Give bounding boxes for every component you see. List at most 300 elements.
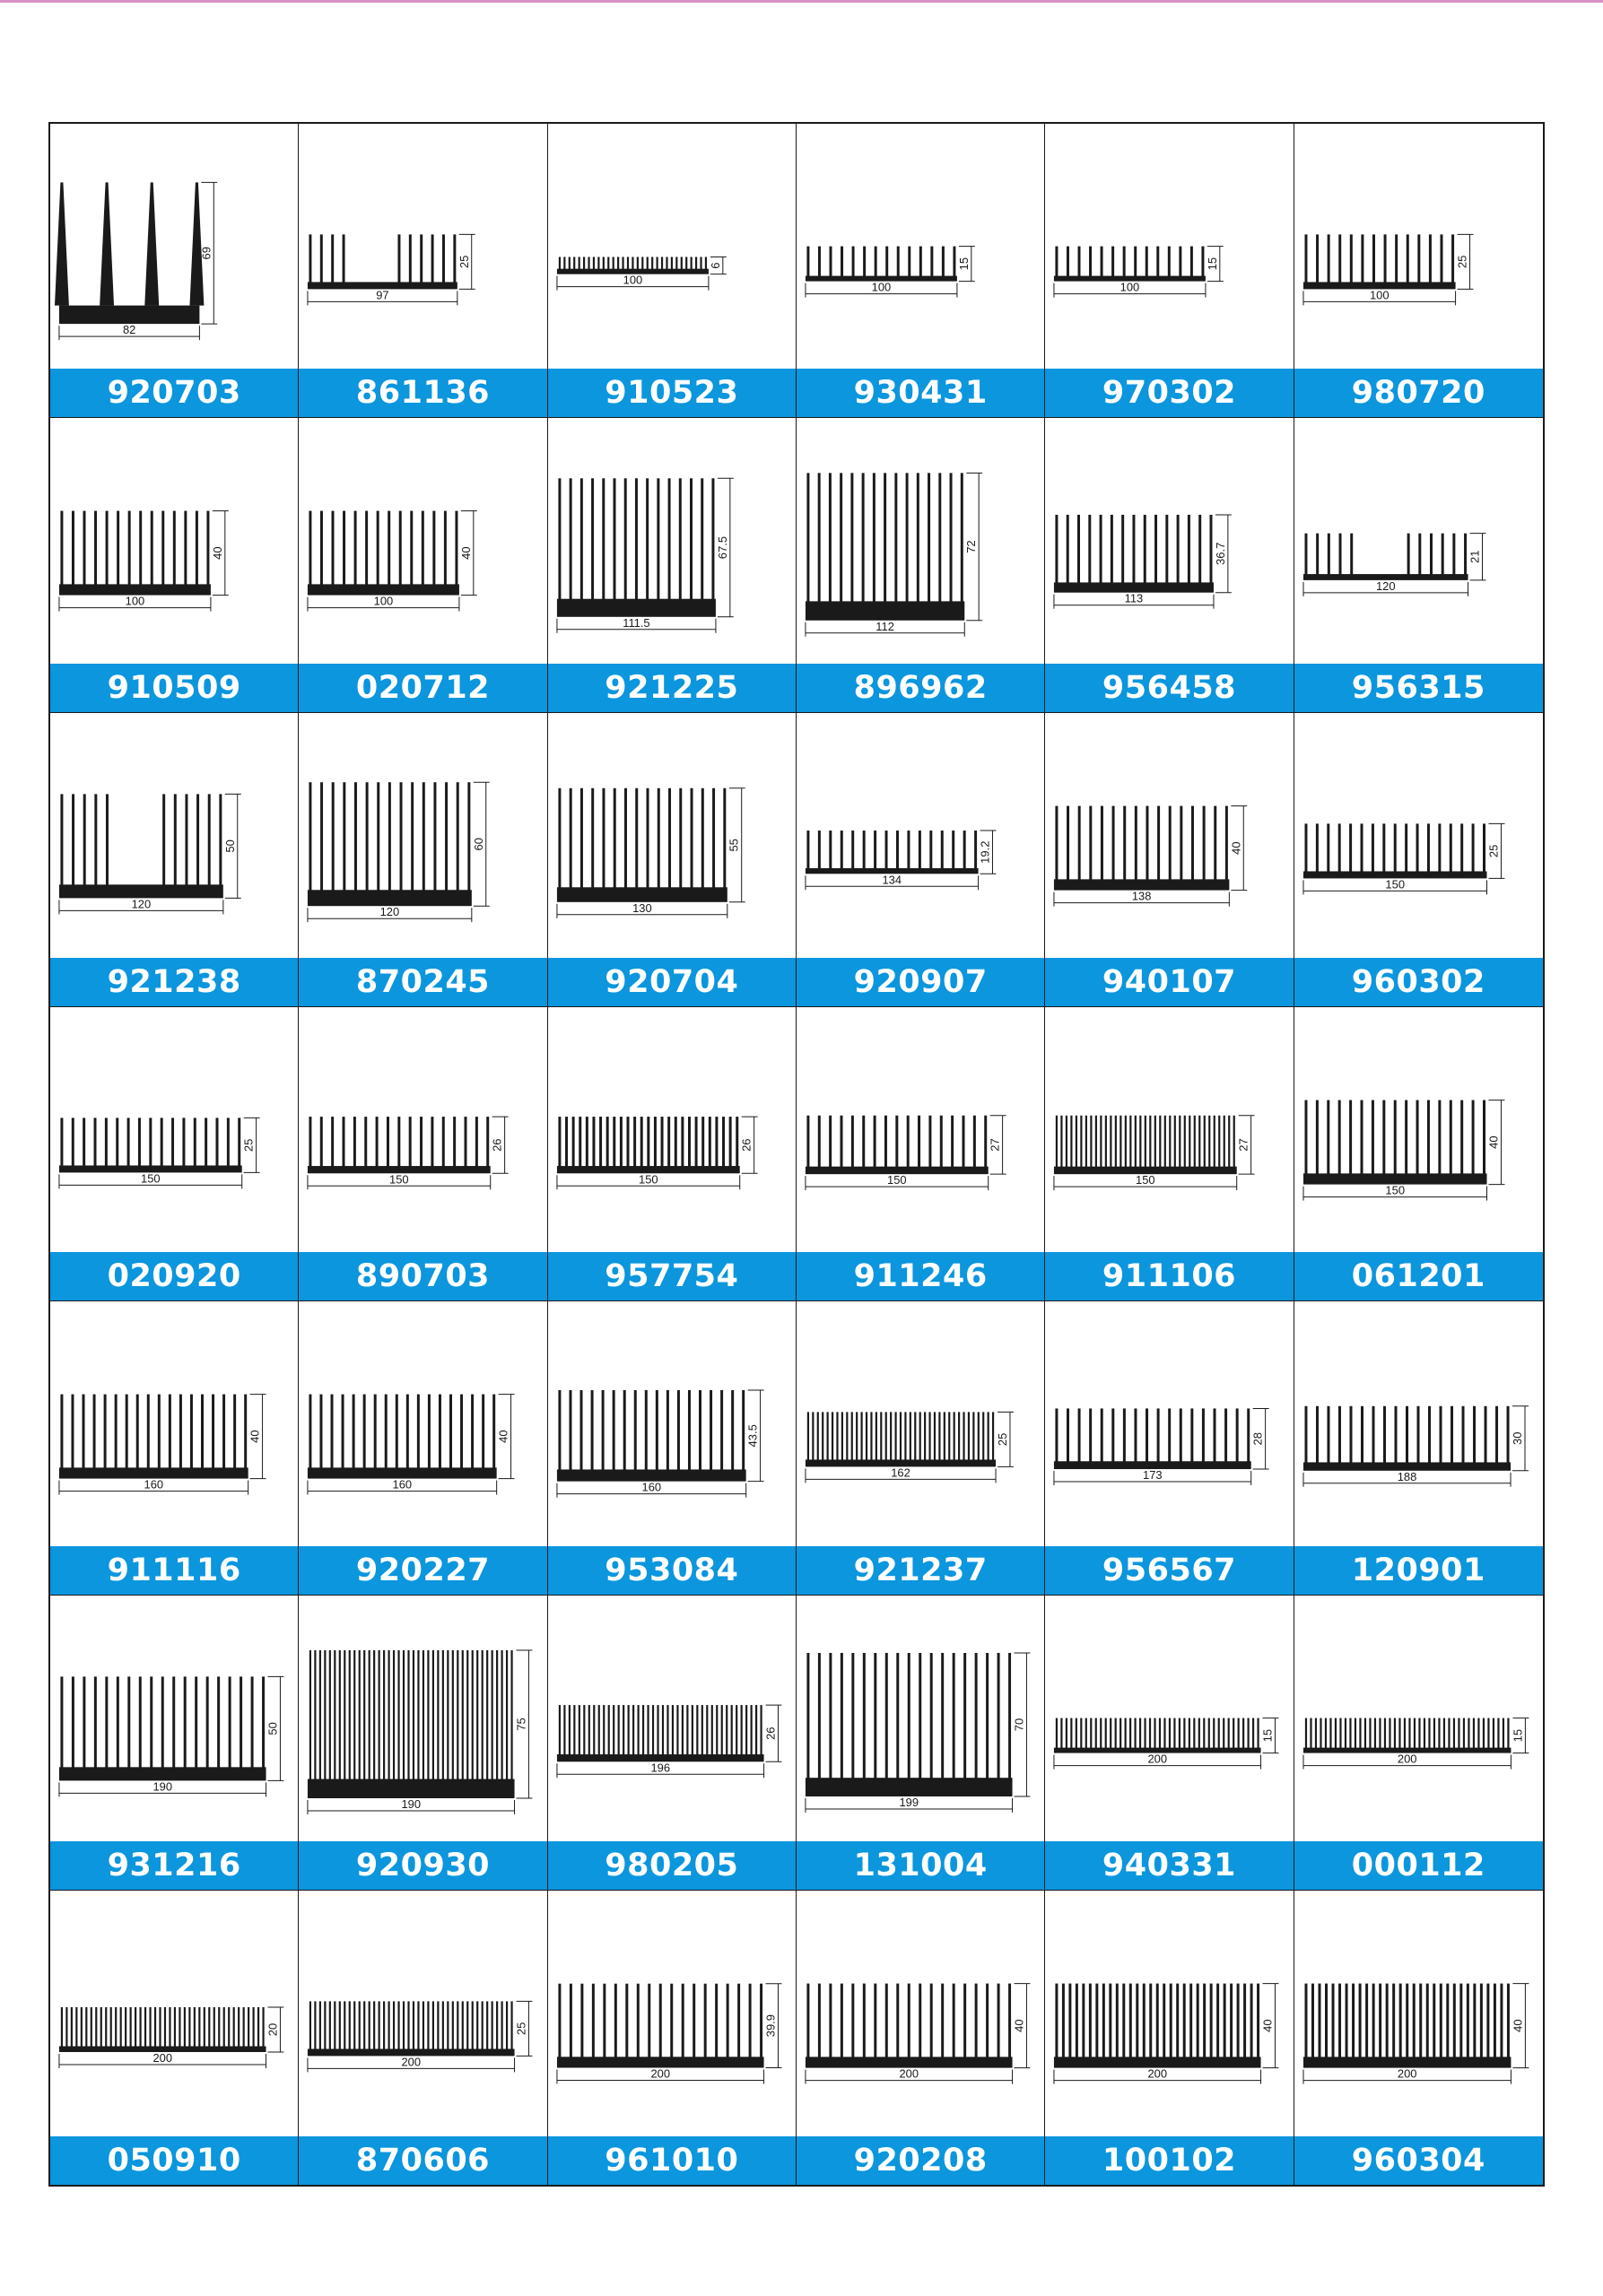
height-dimension-label: 75: [514, 1718, 528, 1732]
profile-fin: [602, 479, 605, 600]
profile-fin: [1440, 234, 1442, 283]
profile-code: 920208: [797, 2136, 1044, 2185]
profile-fin: [863, 831, 866, 869]
profile-fin: [701, 1706, 702, 1756]
profile-code: 953084: [548, 1546, 796, 1595]
profile-fin: [325, 1650, 327, 1780]
profile-fin: [755, 1706, 757, 1756]
profile-fin: [444, 511, 447, 586]
profile-fin: [482, 1650, 484, 1780]
profile-fin: [930, 1983, 933, 2057]
profile-fin: [666, 1390, 669, 1470]
profile-fin: [60, 1395, 63, 1469]
profile-fin: [72, 1677, 74, 1769]
profile-fin: [1427, 1100, 1430, 1174]
profile-fin: [723, 787, 726, 887]
profile-fin: [982, 1413, 984, 1461]
profile-fin: [344, 1650, 346, 1780]
profile-fin: [1184, 1718, 1186, 1749]
heatsink-profile-grid: [48, 122, 1545, 2187]
profile-fin: [1150, 1983, 1153, 2057]
profile-fin: [228, 2007, 230, 2048]
profile-fin: [71, 2007, 73, 2048]
profile-fin: [184, 1677, 187, 1769]
profile-card: [1045, 1301, 1294, 1596]
profile-fin: [149, 1118, 152, 1166]
height-dimension-label: 28: [1251, 1432, 1265, 1446]
profile-fin: [1198, 1718, 1200, 1749]
profile-card: [1045, 124, 1294, 418]
profile-fin: [1177, 1983, 1180, 2057]
profile-fin: [196, 511, 198, 586]
profile-fin: [938, 474, 941, 603]
profile-fin: [690, 787, 693, 887]
width-dimension-label: 150: [389, 1172, 409, 1187]
profile-fin: [827, 1413, 829, 1461]
profile-fin: [907, 831, 910, 869]
profile-fin: [487, 1117, 490, 1167]
profile-fin: [116, 1118, 118, 1166]
profile-fin: [829, 474, 832, 603]
height-dimension-label: 67.5: [715, 536, 729, 560]
profile-fin: [1349, 1406, 1352, 1464]
height-dimension-label: 30: [1510, 1431, 1524, 1446]
profile-fin: [309, 1117, 312, 1167]
profile-fin: [343, 234, 345, 283]
profile-fin: [657, 787, 659, 887]
profile-fin: [1216, 1983, 1219, 2057]
profile-fin: [558, 1117, 561, 1167]
profile-fin: [482, 1395, 484, 1469]
profile-base: [59, 884, 223, 898]
profile-fin: [696, 1706, 698, 1756]
profile-fin: [120, 2007, 122, 2048]
profile-fin: [701, 787, 703, 887]
profile-fin: [563, 257, 565, 269]
profile-fin: [896, 1653, 899, 1779]
profile-fin: [354, 511, 357, 586]
width-dimension-label: 138: [1132, 889, 1152, 903]
profile-fin: [603, 1983, 605, 2057]
profile-fin: [841, 1983, 843, 2057]
profile-fin: [1439, 1406, 1442, 1464]
profile-fin: [492, 1650, 493, 1780]
profile-fin: [633, 1117, 636, 1167]
profile-fin: [262, 2007, 264, 2048]
profile-fin: [1406, 1983, 1408, 2057]
profile-fin: [60, 511, 63, 586]
profile-fin: [418, 1650, 420, 1780]
profile-fin: [1327, 1100, 1329, 1174]
profile-fin: [309, 782, 312, 891]
profile-fin: [563, 1706, 565, 1756]
profile-fin: [1325, 1983, 1328, 2057]
profile-fin: [647, 1117, 649, 1167]
heatsink-profile-drawing: [299, 1301, 546, 1545]
profile-fin: [1123, 1983, 1126, 2057]
profile-fin: [353, 1117, 356, 1167]
profile-fin: [590, 1390, 593, 1470]
profile-fin: [1438, 823, 1441, 872]
profile-fin: [1144, 515, 1146, 583]
width-dimension-label: 190: [401, 1797, 422, 1812]
profile-card: [797, 1596, 1045, 1890]
profile-fin: [1146, 247, 1148, 277]
profile-fin: [1360, 823, 1363, 872]
profile-fin: [1338, 234, 1341, 283]
profile-fin: [117, 1677, 119, 1769]
profile-fin: [1327, 823, 1329, 872]
profile-fin: [685, 257, 687, 269]
profile-fin: [216, 1118, 219, 1166]
profile-fin: [320, 234, 323, 283]
profile-fin: [1188, 515, 1190, 583]
profile-fin: [1385, 1983, 1388, 2057]
width-dimension-label: 100: [1119, 280, 1140, 294]
profile-fin: [223, 2007, 225, 2048]
profile-fin: [588, 257, 589, 269]
profile-fin: [1194, 1116, 1196, 1168]
profile-fin: [655, 1390, 658, 1470]
profile-fin: [1424, 1718, 1425, 1749]
profile-fin: [201, 1395, 204, 1469]
height-dimension-label: 40: [459, 546, 474, 561]
profile-fin: [1170, 1116, 1172, 1168]
profile-fin: [161, 1118, 163, 1166]
profile-fin: [625, 1983, 628, 2057]
profile-fin: [657, 1706, 658, 1756]
profile-fin: [1393, 823, 1396, 872]
profile-fin: [908, 1983, 910, 2057]
width-dimension-label: 113: [1124, 591, 1144, 605]
profile-code: 911106: [1045, 1252, 1293, 1300]
profile-fin: [331, 1117, 334, 1167]
profile-code: 000112: [1294, 1841, 1543, 1890]
profile-code: 100102: [1045, 2136, 1293, 2185]
profile-fin: [1203, 1983, 1206, 2057]
profile-fin: [501, 1650, 503, 1780]
profile-fin: [583, 1706, 585, 1756]
profile-fin: [403, 2001, 405, 2049]
profile-fin: [71, 1395, 74, 1469]
profile-code: 961010: [548, 2136, 796, 2185]
profile-fin: [1459, 1983, 1462, 2057]
profile-fin: [383, 2001, 385, 2049]
profile-fin: [626, 1117, 629, 1167]
profile-fin: [359, 1650, 361, 1780]
profile-fin: [117, 511, 119, 586]
profile-fin: [331, 1395, 334, 1469]
profile-fin: [633, 1390, 636, 1470]
profile-fin: [374, 1395, 377, 1469]
profile-fin: [492, 2001, 493, 2049]
profile-fin: [448, 1650, 449, 1780]
profile-fin: [646, 479, 649, 600]
height-dimension-label: 20: [266, 2022, 280, 2036]
profile-fin: [1393, 1100, 1396, 1174]
profile-fin: [189, 182, 204, 305]
profile-fin: [731, 1390, 734, 1470]
profile-fin: [91, 2007, 92, 2048]
profile-fin: [1316, 823, 1319, 872]
profile-fin: [1365, 1983, 1368, 2057]
profile-fin: [613, 1117, 615, 1167]
profile-fin: [705, 257, 707, 269]
profile-fin: [688, 1117, 691, 1167]
profile-card: [797, 418, 1045, 712]
heatsink-profile-drawing: [548, 1301, 796, 1545]
profile-fin: [890, 1413, 892, 1461]
profile-fin: [856, 1413, 858, 1461]
profile-fin: [678, 479, 681, 600]
profile-fin: [627, 257, 629, 269]
profile-card: [50, 1596, 299, 1890]
profile-fin: [208, 2007, 210, 2048]
heatsink-profile-drawing: [548, 713, 796, 957]
profile-fin: [876, 1413, 877, 1461]
width-dimension-label: 200: [401, 2055, 422, 2069]
profile-fin: [1460, 823, 1463, 872]
profile-fin: [656, 257, 658, 269]
height-dimension-label: 15: [1511, 1729, 1525, 1743]
profile-fin: [573, 257, 575, 269]
profile-fin: [647, 1706, 649, 1756]
profile-fin: [1056, 1409, 1059, 1463]
profile-fin: [1382, 1100, 1385, 1174]
profile-fin: [617, 257, 619, 269]
profile-fin: [95, 2007, 97, 2048]
profile-fin: [184, 2007, 186, 2048]
profile-fin: [1446, 1983, 1449, 2057]
profile-fin: [874, 1653, 876, 1779]
profile-fin: [623, 1390, 625, 1470]
profile-fin: [388, 782, 391, 891]
profile-fin: [1071, 1116, 1073, 1168]
profile-fin: [501, 2001, 503, 2049]
profile-fin: [1215, 805, 1217, 880]
profile-fin: [906, 474, 909, 603]
profile-card: [1294, 1301, 1543, 1596]
profile-fin: [818, 1116, 821, 1168]
profile-fin: [1190, 247, 1193, 277]
profile-fin: [1110, 1983, 1112, 2057]
profile-fin: [662, 1706, 664, 1756]
profile-fin: [1218, 1718, 1220, 1749]
profile-fin: [196, 794, 199, 885]
profile-fin: [472, 1650, 474, 1780]
profile-fin: [1360, 1100, 1363, 1174]
profile-fin: [928, 474, 930, 603]
profile-fin: [1218, 1116, 1220, 1168]
profile-fin: [648, 1983, 650, 2057]
profile-fin: [632, 1706, 634, 1756]
profile-fin: [1335, 1718, 1337, 1749]
profile-fin: [1406, 1406, 1408, 1464]
profile-fin: [607, 257, 609, 269]
profile-fin: [1337, 1100, 1340, 1174]
profile-fin: [710, 1706, 712, 1756]
heatsink-profile-drawing: [1045, 1007, 1293, 1251]
profile-code: 911246: [797, 1252, 1044, 1300]
profile-fin: [699, 1390, 701, 1470]
profile-fin: [1067, 515, 1069, 583]
profile-fin: [1081, 1116, 1083, 1168]
profile-fin: [83, 1395, 85, 1469]
height-dimension-label: 72: [964, 540, 979, 554]
profile-fin: [100, 182, 114, 305]
profile-base: [59, 1768, 266, 1781]
profile-fin: [319, 2001, 321, 2049]
profile-code: 956315: [1294, 664, 1543, 712]
profile-fin: [1416, 1100, 1418, 1174]
profile-fin: [388, 1650, 390, 1780]
profile-fin: [894, 1413, 896, 1461]
profile-fin: [105, 1677, 108, 1769]
profile-fin: [105, 2007, 107, 2048]
profile-fin: [433, 511, 436, 586]
profile-fin: [1438, 1100, 1441, 1174]
profile-fin: [1500, 1983, 1503, 2057]
profile-fin: [930, 247, 933, 277]
profile-fin: [1056, 1718, 1058, 1749]
profile-fin: [840, 474, 842, 603]
profile-fin: [1157, 247, 1160, 277]
profile-fin: [1350, 534, 1353, 575]
profile-fin: [953, 247, 955, 277]
profile-fin: [1174, 1718, 1176, 1749]
profile-fin: [408, 2001, 410, 2049]
profile-fin: [874, 1116, 876, 1168]
profile-fin: [1101, 247, 1103, 277]
profile-fin: [385, 1395, 388, 1469]
profile-fin: [1078, 1409, 1081, 1463]
profile-fin: [1224, 1116, 1225, 1168]
profile-fin: [832, 1413, 833, 1461]
profile-fin: [1355, 1718, 1356, 1749]
height-dimension-label: 55: [727, 838, 741, 852]
profile-fin: [1164, 1718, 1166, 1749]
profile-fin: [83, 1677, 85, 1769]
height-dimension-label: 39.9: [763, 2013, 778, 2037]
profile-fin: [1448, 1718, 1450, 1749]
profile-fin: [863, 1653, 866, 1779]
profile-fin: [369, 1650, 370, 1780]
profile-fin: [1372, 1406, 1374, 1464]
heatsink-profile-drawing: [1294, 418, 1543, 662]
profile-fin: [586, 1117, 588, 1167]
profile-fin: [963, 1413, 964, 1461]
profile-fin: [1090, 805, 1093, 880]
profile-fin: [703, 1983, 706, 2057]
profile-fin: [602, 257, 604, 269]
profile-fin: [841, 1413, 843, 1461]
profile-fin: [822, 1413, 823, 1461]
profile-fin: [1361, 1406, 1363, 1464]
profile-fin: [61, 2007, 63, 2048]
width-dimension-label: 120: [131, 896, 152, 910]
profile-fin: [212, 1395, 214, 1469]
profile-card: [299, 1596, 547, 1890]
profile-fin: [973, 1116, 976, 1168]
profile-fin: [1008, 1653, 1011, 1779]
profile-fin: [675, 257, 677, 269]
profile-fin: [1183, 1983, 1186, 2057]
profile-fin: [1115, 1116, 1117, 1168]
profile-fin: [1441, 534, 1443, 575]
profile-fin: [558, 1390, 561, 1470]
profile-fin: [613, 479, 615, 600]
profile-fin: [1100, 515, 1102, 583]
profile-fin: [423, 2001, 424, 2049]
profile-fin: [442, 1650, 444, 1780]
profile-fin: [83, 511, 86, 586]
profile-fin: [806, 474, 809, 603]
profile-fin: [423, 1650, 424, 1780]
profile-fin: [680, 257, 682, 269]
profile-fin: [914, 1413, 916, 1461]
profile-fin: [476, 1650, 478, 1780]
profile-fin: [1125, 1116, 1127, 1168]
profile-fin: [482, 2001, 484, 2049]
profile-fin: [144, 182, 159, 305]
profile-fin: [1170, 1983, 1172, 2057]
profile-fin: [863, 1983, 866, 2057]
width-dimension-label: 160: [144, 1477, 164, 1492]
profile-fin: [558, 1983, 561, 2057]
profile-fin: [115, 2007, 117, 2048]
profile-fin: [1091, 1718, 1093, 1749]
profile-fin: [681, 1706, 683, 1756]
profile-fin: [677, 1390, 680, 1470]
profile-fin: [1203, 805, 1206, 880]
heatsink-profile-drawing: [1294, 1007, 1543, 1251]
profile-fin: [511, 2001, 513, 2049]
profile-fin: [1304, 823, 1307, 872]
height-dimension-label: 40: [1486, 1135, 1501, 1149]
profile-fin: [344, 2001, 346, 2049]
profile-fin: [1135, 1718, 1137, 1749]
profile-fin: [612, 1390, 614, 1470]
profile-card: [50, 418, 299, 712]
profile-fin: [657, 479, 659, 600]
profile-fin: [233, 2007, 235, 2048]
profile-code: 921237: [797, 1546, 1044, 1595]
height-dimension-label: 43.5: [745, 1424, 760, 1448]
profile-fin: [399, 511, 402, 586]
profile-fin: [591, 787, 594, 887]
profile-fin: [646, 787, 649, 887]
profile-fin: [1338, 1983, 1341, 2057]
profile-fin: [1190, 1983, 1193, 2057]
profile-fin: [992, 1413, 994, 1461]
profile-fin: [438, 2001, 440, 2049]
profile-fin: [403, 1650, 405, 1780]
profile-fin: [986, 1983, 989, 2057]
profile-fin: [613, 787, 615, 887]
profile-card: [1294, 124, 1543, 418]
profile-fin: [169, 1395, 171, 1469]
profile-fin: [85, 2007, 87, 2048]
width-dimension-label: 150: [141, 1171, 161, 1186]
profile-fin: [60, 1677, 63, 1769]
profile-fin: [1316, 1100, 1319, 1174]
height-dimension-label: 40: [1260, 2019, 1275, 2032]
profile-fin: [588, 1706, 589, 1756]
height-dimension-label: 40: [496, 1430, 510, 1443]
profile-fin: [1477, 1718, 1479, 1749]
profile-fin: [666, 1706, 668, 1756]
profile-fin: [1071, 1718, 1073, 1749]
